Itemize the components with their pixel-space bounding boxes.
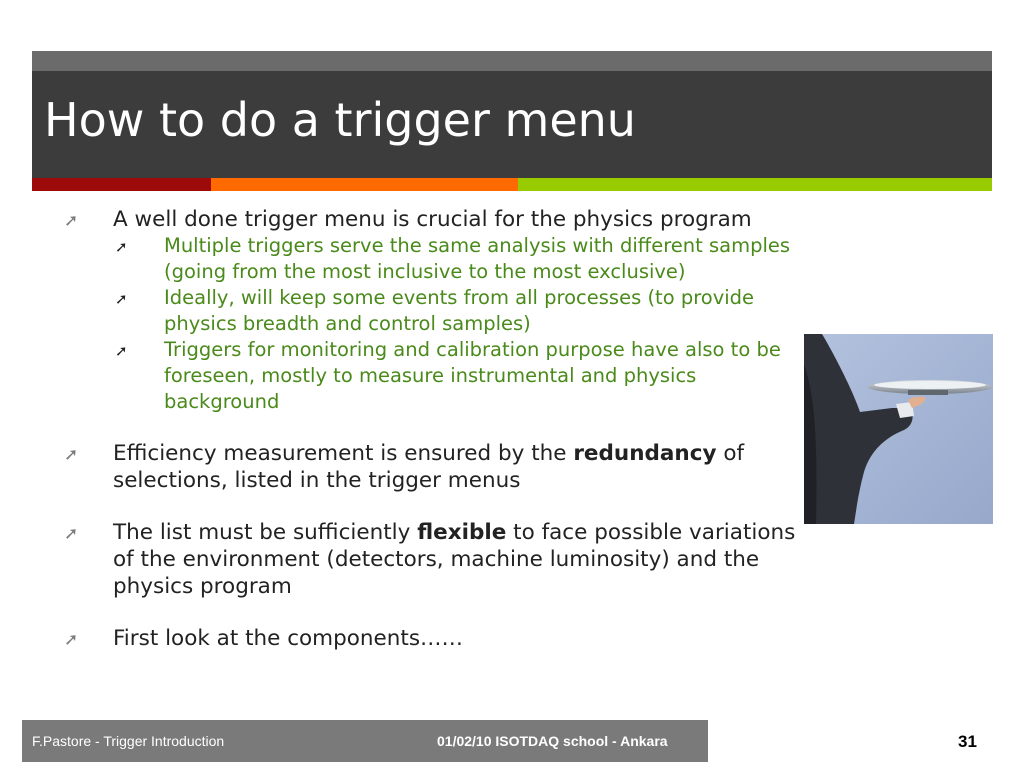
bullet-1 (60, 206, 800, 233)
slide-title: How to do a trigger menu (44, 93, 636, 147)
accent-bar-green (518, 178, 992, 191)
footer-date-event: 01/02/10 ISOTDAQ school - Ankara (437, 733, 668, 749)
bullet-4-text: First look at the components…… (113, 626, 464, 651)
accent-bar-orange (211, 178, 518, 191)
footer-bar (22, 720, 708, 762)
bullet-2-bold: redundancy (573, 441, 717, 466)
sub-bullet-2 (60, 285, 800, 337)
sub-bullet-3 (60, 337, 800, 415)
sub-bullet-2-text: Ideally, will keep some events from all processes (to provide physics breadth and control samples) (164, 286, 755, 335)
arrow-up-right-icon: ➚ (115, 238, 128, 256)
sub-bullet-3-text: Triggers for monitoring and calibration purpose have also to be foreseen, mostly to measure instrumental and physics background (164, 338, 781, 413)
page-number: 31 (958, 732, 977, 751)
bullet-2-text-after: of selections, listed in the trigger menus (113, 441, 745, 493)
bullet-3 (60, 519, 800, 600)
sub-bullet-1 (60, 233, 800, 285)
sub-bullet-1-text: Multiple triggers serve the same analysis with different samples (going from the most inclusive to the most exclusive) (164, 234, 791, 283)
bullet-4 (60, 625, 800, 652)
bullet-2 (60, 440, 800, 494)
waiter-tray-photo (804, 334, 993, 524)
waiter-tray-illustration (804, 334, 993, 524)
slide-content (60, 206, 800, 652)
bullet-3-bold: flexible (417, 520, 507, 545)
bullet-2-text-before: Efficiency measurement is ensured by the (113, 441, 574, 466)
arrow-up-right-icon: ➚ (64, 445, 79, 465)
bullet-3-text-after: to face possible variations of the environment (detectors, machine luminosity) and the physics program (113, 520, 796, 599)
arrow-up-right-icon: ➚ (115, 342, 128, 360)
arrow-up-right-icon: ➚ (64, 211, 79, 231)
accent-bar-red (32, 178, 211, 191)
bullet-1-text: A well done trigger menu is crucial for the physics program (113, 207, 752, 232)
bullet-3-text-before: The list must be sufficiently (113, 520, 418, 545)
title-bar (32, 71, 992, 178)
footer-author: F.Pastore - Trigger Introduction (32, 733, 225, 749)
title-strip-top (32, 51, 992, 71)
arrow-up-right-icon: ➚ (115, 290, 128, 308)
arrow-up-right-icon: ➚ (64, 524, 79, 544)
arrow-up-right-icon: ➚ (64, 630, 79, 650)
